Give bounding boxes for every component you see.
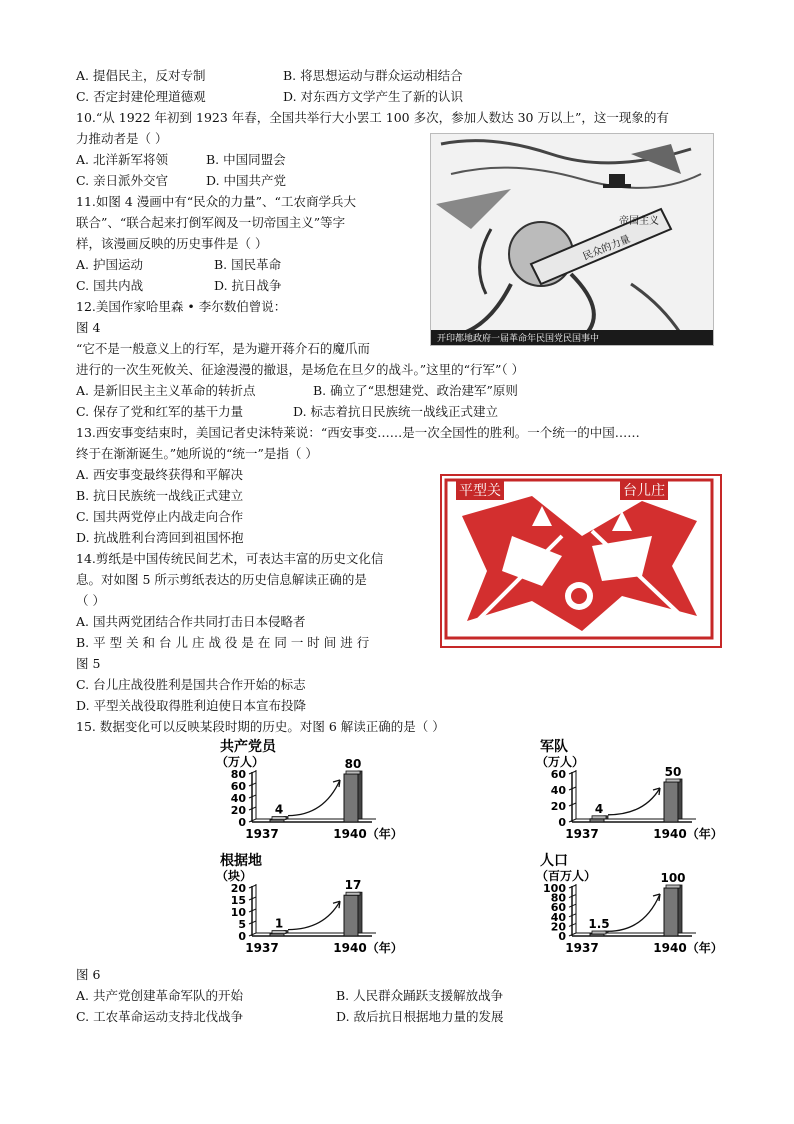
data-label: 4 xyxy=(594,801,604,816)
q13-stem-line1: 13.西安事变结束时，美国记者史沫特莱说：“西安事变……是一次全国性的胜利。一个统一的中国…… xyxy=(76,425,640,440)
bar xyxy=(664,888,678,936)
x-tick-label: 1937 xyxy=(245,827,279,841)
q12-option-d: D. 标志着抗日民族统一战线正式建立 xyxy=(293,404,499,419)
x-tick-label: 1940（年） xyxy=(653,827,723,841)
q11-option-b: B. 国民革命 xyxy=(214,257,282,272)
q9-option-d: D. 对东西方文学产生了新的认识 xyxy=(283,89,464,104)
q11-stem-line3: 样，该漫画反映的历史事件是（ ） xyxy=(76,236,268,251)
q10-option-a: A. 北洋新军将领 xyxy=(76,152,168,167)
cartoon-caption: 开印都地政府一届革命年民国党民国事中 xyxy=(437,334,600,344)
x-tick-label: 1940（年） xyxy=(333,941,403,955)
x-tick-label: 1937 xyxy=(245,941,279,955)
q14-option-d: D. 平型关战役取得胜利迫使日本宣布投降 xyxy=(76,698,307,713)
q14-stem-line1: 14.剪纸是中国传统民间艺术，可表达丰富的历史文化信 xyxy=(76,551,384,566)
q11-stem-line1: 11.如图 4 漫画中有“民众的力量”、“工农商学兵大 xyxy=(76,194,356,209)
q14-option-c: C. 台儿庄战役胜利是国共合作开始的标志 xyxy=(76,677,306,692)
q14-stem-line2: 息。对如图 5 所示剪纸表达的历史信息解读正确的是 xyxy=(76,572,367,587)
papercut-drawing xyxy=(442,476,716,642)
chart-title: 人口 xyxy=(540,853,568,869)
data-label: 50 xyxy=(664,765,682,779)
q12-stem-line1: 12.美国作家哈里森 • 李尔数伯曾说： xyxy=(76,299,287,314)
q10-option-d: D. 中国共产党 xyxy=(206,173,287,188)
bar-side xyxy=(358,771,362,819)
growth-arrow xyxy=(288,901,340,929)
q15-option-d: D. 敌后抗日根据地力量的发展 xyxy=(336,1009,504,1024)
x-tick-label: 1940（年） xyxy=(333,827,403,841)
q11-option-c: C. 国共内战 xyxy=(76,278,144,293)
q9-option-c: C. 否定封建伦理道德观 xyxy=(76,89,206,104)
q12-quote-line2: 进行的一次生死攸关、征途漫漫的撤退，是场危在旦夕的战斗。”这里的“行军”（ ） xyxy=(76,362,525,377)
figure-6-label: 图 6 xyxy=(76,967,101,982)
y-tick-label: 5 xyxy=(238,918,246,931)
q13-option-b: B. 抗日民族统一战线正式建立 xyxy=(76,488,244,503)
q15-option-c: C. 工农革命运动支持北伐战争 xyxy=(76,1009,244,1024)
y-tick-label: 20 xyxy=(230,882,246,895)
q12-option-b: B. 确立了“思想建党、政治建军”原则 xyxy=(313,383,518,398)
q11-stem-line2: 联合”、“联合起来打倒军阀及一切帝国主义”等字 xyxy=(76,215,346,230)
bar-top xyxy=(666,779,680,782)
bar xyxy=(590,819,604,822)
q14-option-b: B. 平 型 关 和 台 儿 庄 战 役 是 在 同 一 时 间 进 行 xyxy=(76,635,370,650)
bar-side xyxy=(358,892,362,933)
q13-option-a: A. 西安事变最终获得和平解决 xyxy=(76,467,243,482)
chart-population xyxy=(520,852,730,968)
bar-top xyxy=(346,892,360,895)
cartoon-label-people: 民众的力量 xyxy=(581,233,632,263)
bar xyxy=(344,774,358,822)
q9-option-b: B. 将思想运动与群众运动相结合 xyxy=(283,68,463,83)
q10-option-c: C. 亲日派外交官 xyxy=(76,173,169,188)
q13-option-c: C. 国共两党停止内战走向合作 xyxy=(76,509,244,524)
y-tick-label: 20 xyxy=(550,920,566,934)
bar xyxy=(344,895,358,936)
bar-side xyxy=(678,779,682,819)
chart-population-svg xyxy=(520,852,730,964)
bar-top xyxy=(272,931,286,934)
chart-title: 根据地 xyxy=(220,853,262,869)
growth-arrow xyxy=(608,894,660,931)
bar-side xyxy=(678,885,682,933)
chart-base-areas-svg xyxy=(200,852,410,964)
y-tick-label: 15 xyxy=(230,894,246,907)
x-tick-label: 1937 xyxy=(565,941,599,955)
q14-stem-line3: （ ） xyxy=(76,593,105,608)
bar-top xyxy=(346,771,360,774)
data-label: 80 xyxy=(344,757,362,771)
y-tick-label: 0 xyxy=(238,930,246,943)
y-tick-label: 100 xyxy=(543,882,566,895)
q13-option-d: D. 抗战胜利台湾回到祖国怀抱 xyxy=(76,530,244,545)
x-tick-label: 1940（年） xyxy=(653,941,723,955)
data-label: 100 xyxy=(660,871,686,885)
bar-top xyxy=(592,816,606,819)
bar-top xyxy=(272,817,286,820)
figure-5-label: 图 5 xyxy=(76,656,101,671)
chart-army xyxy=(520,738,730,854)
q12-option-a: A. 是新旧民主主义革命的转折点 xyxy=(76,383,256,398)
chart-party-members-svg xyxy=(200,738,410,850)
chart-title: 军队 xyxy=(540,739,568,755)
data-label: 4 xyxy=(274,802,284,817)
papercut-label-pingxingguan: 平型关 xyxy=(456,480,504,500)
growth-arrow xyxy=(288,780,340,816)
chart-unit: （百万人） xyxy=(536,869,597,883)
q15-stem: 15. 数据变化可以反映某段时期的历史。对图 6 解读正确的是（ ） xyxy=(76,719,445,734)
q14-option-a: A. 国共两党团结合作共同打击日本侵略者 xyxy=(76,614,306,629)
chart-base-areas xyxy=(200,852,410,968)
q10-option-b: B. 中国同盟会 xyxy=(206,152,286,167)
figure-4-cartoon xyxy=(430,133,714,346)
q9-option-a: A. 提倡民主，反对专制 xyxy=(76,68,206,83)
data-label: 17 xyxy=(344,878,362,893)
q15-option-a: A. 共产党创建革命军队的开始 xyxy=(76,988,243,1003)
y-tick-label: 0 xyxy=(238,816,246,829)
chart-unit: （万人） xyxy=(216,755,265,769)
x-tick-label: 1937 xyxy=(565,827,599,841)
q10-stem-line1: 10.“从 1922 年初到 1923 年春，全国共举行大小罢工 100 多次，参加人数达 30 万以上”，这一现象的有 xyxy=(76,110,669,125)
chart-army-svg xyxy=(520,738,730,850)
growth-arrow xyxy=(608,788,660,815)
bar-top xyxy=(666,885,680,888)
bar-top xyxy=(592,931,606,934)
chart-unit: （块） xyxy=(216,869,253,883)
y-tick-label: 0 xyxy=(558,816,566,829)
figure-4-label: 图 4 xyxy=(76,320,101,335)
cartoon-label-imperialism: 帝国主义 xyxy=(619,216,659,227)
y-tick-label: 60 xyxy=(550,901,566,915)
y-tick-label: 80 xyxy=(230,768,246,781)
cartoon-drawing xyxy=(431,134,713,345)
data-label: 1.5 xyxy=(588,917,610,931)
data-label: 1 xyxy=(274,916,284,931)
y-tick-label: 0 xyxy=(558,930,566,943)
y-tick-label: 20 xyxy=(230,804,246,817)
y-tick-label: 40 xyxy=(230,792,246,805)
chart-title: 共产党员 xyxy=(220,739,276,755)
bar xyxy=(664,782,678,822)
q11-option-a: A. 护国运动 xyxy=(76,257,143,272)
figure-5-papercut xyxy=(440,474,722,648)
y-tick-label: 10 xyxy=(230,906,246,919)
q11-option-d: D. 抗日战争 xyxy=(214,278,282,293)
q15-option-b: B. 人民群众踊跃支援解放战争 xyxy=(336,988,504,1003)
q10-stem-line2: 力推动者是（ ） xyxy=(76,131,168,146)
y-tick-label: 80 xyxy=(550,891,566,905)
y-tick-label: 60 xyxy=(230,780,246,793)
y-tick-label: 60 xyxy=(550,768,566,781)
y-tick-label: 20 xyxy=(550,800,566,813)
chart-party-members xyxy=(200,738,410,854)
chart-unit: （万人） xyxy=(536,755,585,769)
q12-option-c: C. 保存了党和红军的基干力量 xyxy=(76,404,244,419)
y-tick-label: 40 xyxy=(550,910,566,924)
papercut-label-taierzhuang: 台儿庄 xyxy=(620,480,668,500)
y-tick-label: 40 xyxy=(550,784,566,797)
q12-quote-line1: “它不是一般意义上的行军，是为避开蒋介石的魔爪而 xyxy=(76,341,370,356)
q13-stem-line2: 终于在渐渐诞生。”她所说的“统一”是指（ ） xyxy=(76,446,318,461)
